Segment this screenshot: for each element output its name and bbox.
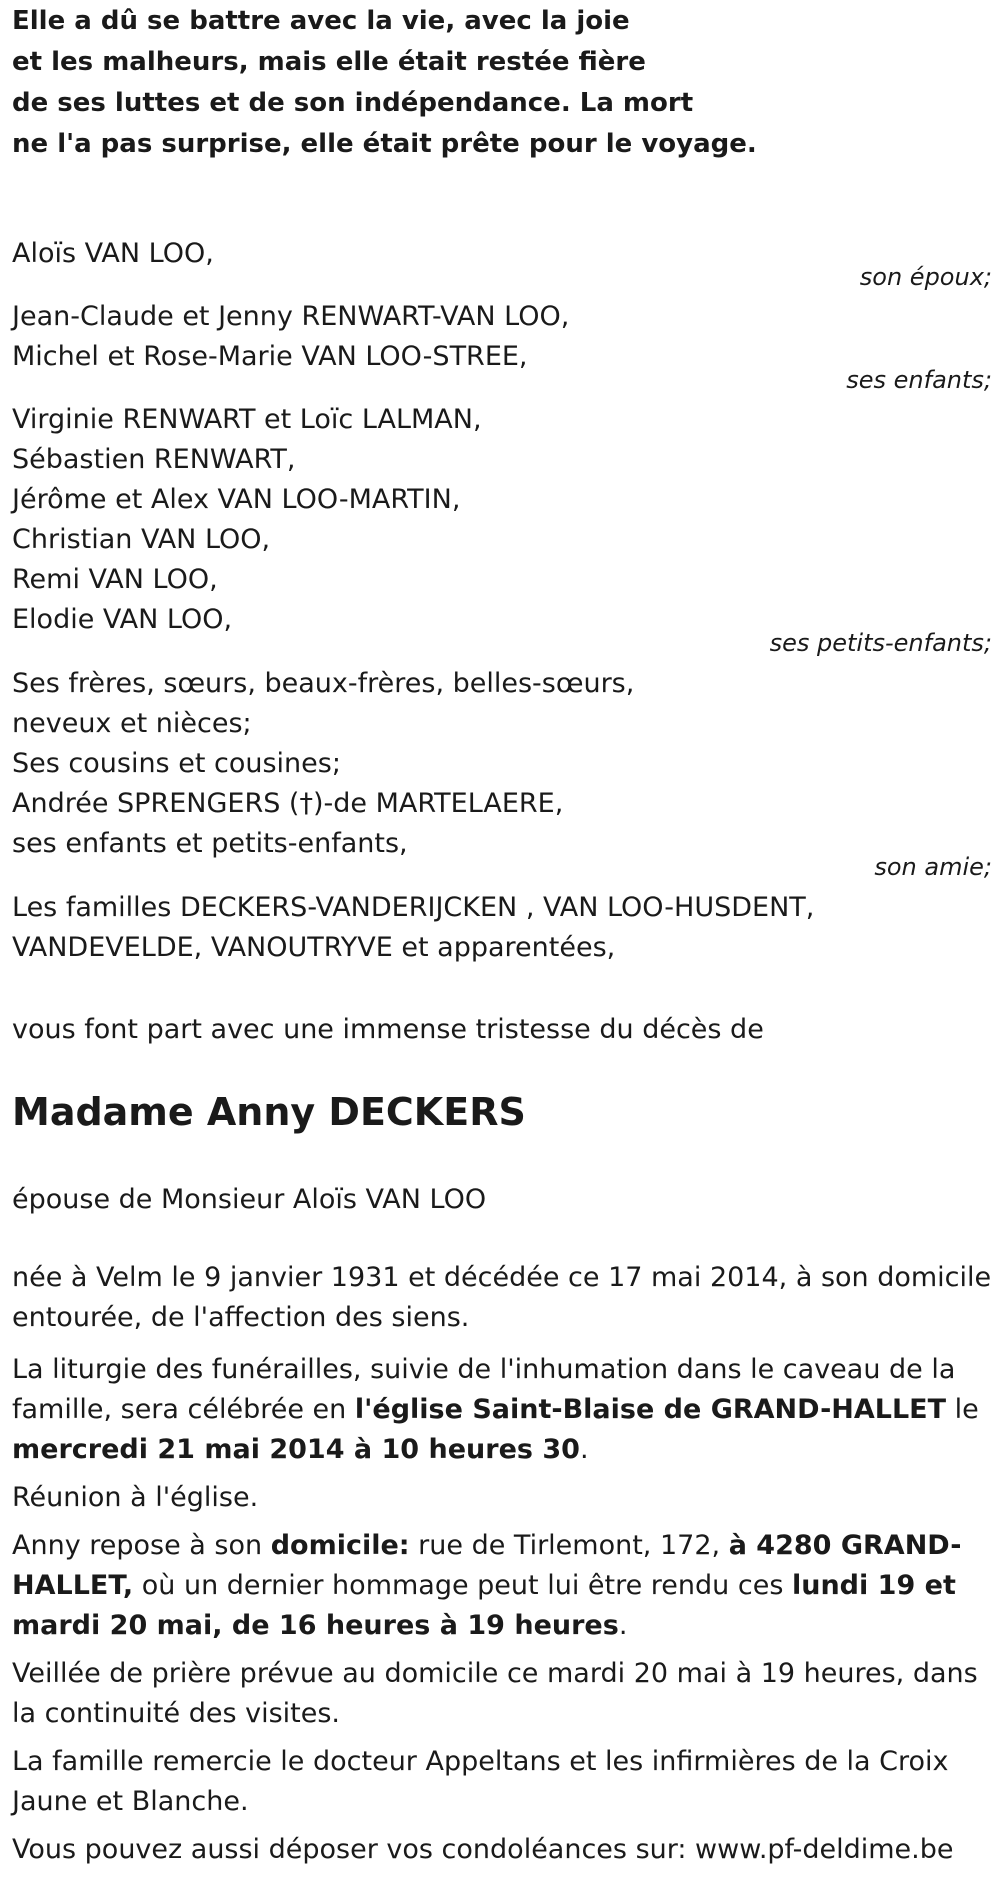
vigil-paragraph: Veillée de prière prévue au domicile ce mardi 20 mai à 19 heures, dans la continuité des visites. [12,1658,978,1729]
families-line: VANDEVELDE, VANOUTRYVE et apparentées, [12,932,616,963]
poem-line: de ses luttes et de son indépendance. La mort [12,88,694,118]
relative-line: Ses frères, sœurs, beaux-frères, belles-sœurs, [12,668,635,699]
relative-line: ses enfants et petits-enfants, [12,828,408,859]
grandchild-name: Christian VAN LOO, [12,524,271,555]
liturgy-text: le [946,1394,979,1425]
grandchild-name: Remi VAN LOO, [12,564,218,595]
liturgy-text: . [579,1434,589,1465]
condolences-paragraph: Vous pouvez aussi déposer vos condoléances sur: www.pf-deldime.be [12,1834,954,1865]
rest-text: rue de Tirlemont, 172, [409,1530,729,1561]
grandchild-name: Virginie RENWART et Loïc LALMAN, [12,404,482,435]
relation-grandchildren: ses petits-enfants; [769,629,992,657]
spouse-name: Aloïs VAN LOO, [12,238,214,269]
grandchild-name: Sébastien RENWART, [12,444,296,475]
poem-line: Elle a dû se battre avec la vie, avec la joie [12,6,630,36]
poem-line: et les malheurs, mais elle était restée fière [12,47,646,77]
relation-spouse: son époux; [859,263,992,291]
liturgy-paragraph [12,1350,992,1470]
birth-death-paragraph: née à Velm le 9 janvier 1931 et décédée ce 17 mai 2014, à son domicile entourée, de l'affection des siens. [12,1262,992,1333]
church-name: l'église Saint-Blaise de GRAND-HALLET [354,1394,947,1425]
funeral-date: mercredi 21 mai 2014 à 10 heures 30 [12,1434,580,1465]
families-line: Les familles DECKERS-VANDERIJCKEN , VAN LOO-HUSDENT, [12,892,815,923]
rest-paragraph [12,1526,992,1646]
liturgy-text: La liturgie des funérailles, suivie de l'inhumation dans le caveau de la famille, sera célébrée en [12,1354,956,1425]
rest-text: Anny repose à son [12,1530,271,1561]
rest-text: où un dernier hommage peut lui être rendu ces [133,1570,792,1601]
grandchild-name: Elodie VAN LOO, [12,604,233,635]
grandchild-name: Jérôme et Alex VAN LOO-MARTIN, [12,484,461,515]
relation-children: ses enfants; [846,366,992,394]
domicile-label: domicile: [270,1530,410,1561]
relative-line: neveux et nièces; [12,708,252,739]
relative-line: Ses cousins et cousines; [12,748,341,779]
deceased-name: Madame Anny DECKERS [12,1090,526,1134]
announcement: vous font part avec une immense tristesse du décès de [12,1014,764,1045]
child-name: Jean-Claude et Jenny RENWART-VAN LOO, [12,301,570,332]
thanks-paragraph: La famille remercie le docteur Appeltans et les infirmières de la Croix Jaune et Blanche. [12,1746,949,1817]
relation-friend: son amie; [874,853,992,881]
rest-text: . [618,1610,628,1641]
spouse-line: épouse de Monsieur Aloïs VAN LOO [12,1184,487,1215]
rest-place: à 4280 GRAND-HALLET, [12,1530,962,1601]
poem [12,0,992,165]
visiting-hours: lundi 19 et mardi 20 mai, de 16 heures à 19 heures [12,1570,956,1641]
meeting-paragraph: Réunion à l'église. [12,1482,259,1513]
child-name: Michel et Rose-Marie VAN LOO-STREE, [12,341,528,372]
poem-line: ne l'a pas surprise, elle était prête pour le voyage. [12,129,757,159]
relative-line: Andrée SPRENGERS (†)-de MARTELAERE, [12,788,564,819]
